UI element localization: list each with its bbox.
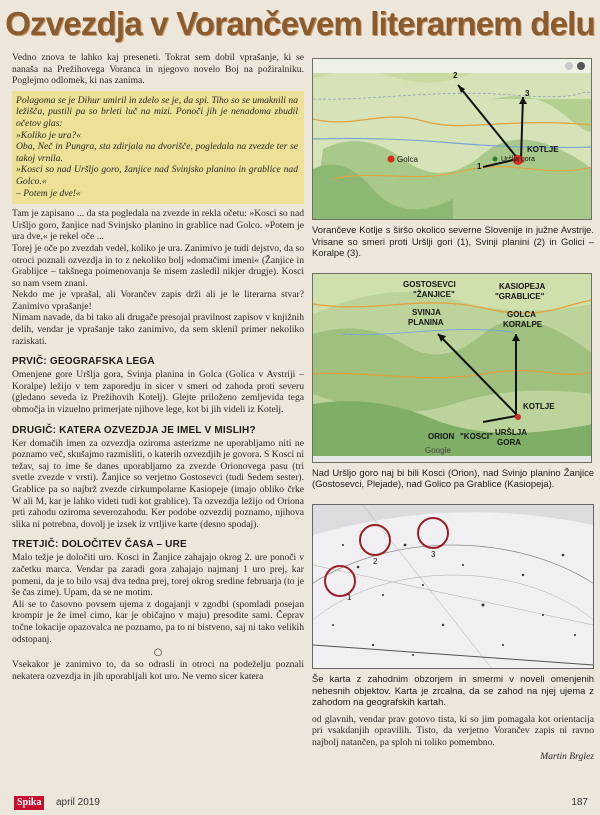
magazine-brand: Spika xyxy=(14,796,44,810)
quote-line: Polagoma se je Dihur umiril in zdelo se je, da spi. Tiho so se umaknili na ležišča, pustili pa so brleti luč na mizi. Ponoči jih je nenadoma zbudil očetov glas: xyxy=(16,94,298,129)
map2-label-golca: GOLCA xyxy=(507,309,536,319)
star-label-1: 1 xyxy=(347,592,352,602)
map-label-ursja-gora: Uršlja gora xyxy=(501,156,535,163)
section-heading-geography: PRVIČ: GEOGRAFSKA LEGA xyxy=(12,356,155,368)
page-title: Ozvezdja v Vorančevem literarnem delu xyxy=(5,5,595,42)
author-signature: Martin Brglez xyxy=(540,750,594,762)
map-mountains-constellations xyxy=(312,273,592,463)
star-chart xyxy=(312,504,594,669)
quote-line: »Kosci so nad Uršljo goro, žanjice nad Svinjsko planino in grablice nad Golco.« xyxy=(16,164,298,187)
page-footer xyxy=(0,793,600,815)
map2-label-kotlje: KOTLJE xyxy=(523,401,555,411)
section-text: Malo težje je določiti uro. Kosci in Žanjice zahajajo okrog 2. ure ponoči v začetku marca. Vendar pa zaradi gora zahajajo najmanj 1 uro prej, kar pomeni, da je to bilo vsaj dva tedna prej, torej okrog sredine februarja (to je še čas zime). Upam, da se ne motim. xyxy=(12,552,304,599)
intro-paragraph: Vedno znova te lahko kaj preseneti. Tokrat sem dobil vprašanje, ki se nanaša na Prežihovega Voranca in njegovo novelo Boj na požiralniku. Poglejmo odlomek, ki nas zanima. xyxy=(12,52,304,87)
section-heading-time: TRETJIČ: DOLOČITEV ČASA – URE xyxy=(12,539,187,551)
map-label-kotlje: KOTLJE xyxy=(527,145,559,154)
body-paragraph: Nekdo me je vprašal, ali Vorančev zapis drži ali je le literarna stvar? Zanimivo vprašanje! xyxy=(12,289,304,312)
star-label-3: 3 xyxy=(431,549,436,559)
quote-line: Oba, Neč in Pungra, sta zdirjala na dvorišče, pogledala na zvezde ter se takoj vrnila. xyxy=(16,141,298,164)
map2-label-zanjice: "ŽANJICE" xyxy=(413,289,455,299)
section-text: Omenjene gore Uršlja gora, Svinja planina in Golca (Golica v Avstriji – Koralpe) ležijo v tem zaporedju in sicer v smeri od zahoda proti severu (gledano seveda iz Prežihovih Kotelj). Glejte priloženo zemljevida tega območja in vizuelno primerjate njihove lege, kot bi jih videli iz Kotelj. xyxy=(12,369,304,416)
map-label-1: 1 xyxy=(477,162,482,171)
quote-line: »Koliko je ura?« xyxy=(16,129,82,141)
map2-label-gostosevci: GOSTOSEVCI xyxy=(403,279,456,289)
body-paragraph: Nimam navade, da bi tako ali drugače presojal pravilnost zapisov v knjižnih delih, vendar je vprašanje tako zanimivo, da sem sklenil primer nekoliko raziskati. xyxy=(12,312,304,347)
body-paragraph: Torej je oče po zvezdah vedel, koliko je ura. Zanimivo je tudi dejstvo, da so otroci poznali ozvezdja in to z nekoliko bolj »domačimi imeni« (Žanjice in Grablijce – takšnega poimenovanja še nisem zasledil nikjer drugje). Kosci so nam vsem znani. xyxy=(12,242,304,289)
map2-label-grablice: "GRABLICE" xyxy=(495,291,545,301)
quote-line: – Potem je dve!« xyxy=(16,187,81,199)
closing-paragraph-right: od glavnih, vendar prav gotovo tista, ki so jim pomagala kot orientacija pri vsakdanjih opravilih. Tisto, da verjetno Vorančev zapis ni ravno najbolj natančen, pa sploh ni toliko pomembno. xyxy=(312,713,594,748)
map2-label-orion: ORION xyxy=(428,431,455,441)
map2-label-koralpe: KORALPE xyxy=(503,319,543,329)
section-heading-constellations: DRUGIČ: KATERA OZVEZDJA JE IMEL V MISLIH? xyxy=(12,424,256,436)
map-label-3: 3 xyxy=(525,89,530,98)
map2-label-kasiopeja: KASIOPEJA xyxy=(499,281,546,291)
map2-label-planina: PLANINA xyxy=(408,317,444,327)
caption-star-chart: Še karta z zahodnim obzorjem in smermi v noveli omenjenih nebesnih objektov. Karta je zrcalna, da se zahod na njej ujema z zahodom na geografskih kartah. xyxy=(312,672,594,708)
map-slovenia-austria xyxy=(312,58,592,220)
closing-paragraph: Vsekakor je zanimivo to, da so odrasli in otroci na podeželju poznali nekatera ozvezdja in jih uporabljali kot uro. Ne vemo sicer katera xyxy=(12,659,304,682)
caption-map1: Vorančeve Kotlje s širšo okolico severne Slovenije in južne Avstrije. Vrisane so smeri proti Uršlji gori (1), Svinji planini (2) in Golici – Koralpe (3). xyxy=(312,224,594,259)
right-column xyxy=(312,58,594,762)
section-text: Ali se to časovno povsem ujema z dogajanji v zgodbi (spomladi posejan krompir je že imel cimo, kar je običajno v maju) presodite sami. Čeprav točne lokacije opazovalca ne poznamo, pa to ni bistveno, saj ni tako velikih odstopanj. xyxy=(12,598,304,645)
map2-label-svinja: SVINJA xyxy=(412,307,441,317)
page-number: 187 xyxy=(571,797,588,808)
left-column xyxy=(12,52,304,682)
section-text: Ker domačih imen za ozvezdja oziroma asterizme ne uporabljamo niti ne poznamo več, skušajmo razmisliti, o katerih ozvezdjih je govora. S Kosci ni težav, saj to ime še danes uporabljamo za zvezde Orionovega pasu (tri svetle zvezde v vrsti). Žanjice so verjetno Gostosevci (tudi Sedem sester). Grablice pa so najbrž zvezde cirkumpolarne Kasiopeje (imajo obliko črke W ali M, kar je lahko videti tudi kot grablice). Ta ozvezdja ležijo od Oriona prti zahodu oziroma severozahodu. Ker podobe ozvezdij poznamo, njihova slika ni potrebna, dovolj je izsek iz vrtljive karte (desno spodaj). xyxy=(12,437,305,530)
quote-box xyxy=(12,91,304,204)
star-chart-illustration xyxy=(313,505,593,669)
map2-google-logo: Google xyxy=(425,445,451,455)
body-paragraph: Tam je zapisano ... da sta pogledala na zvezde in rekla očetu: »Kosci so nad Uršljo goro, žanjice nad Svinjsko planino in grablice nad Golco. »Potem je ura dve,« je rekel oče ... xyxy=(12,208,304,243)
map2-label-ursja: URŠLJA xyxy=(495,427,528,437)
ornament-circle-icon: ○ xyxy=(153,647,163,659)
map-label-2: 2 xyxy=(453,71,458,80)
map2-label-gora: GORA xyxy=(497,437,521,447)
issue-date: april 2019 xyxy=(56,797,100,808)
map-terrain-illustration xyxy=(313,59,592,220)
map-label-golca: Golca xyxy=(397,155,418,164)
star-label-2: 2 xyxy=(373,556,378,566)
right-closing-text xyxy=(312,714,594,762)
caption-map2: Nad Uršljo goro naj bi bili Kosci (Orion), nad Svinjo planino Žanjice (Gostosevci, Plejade), nad Golico pa Grablice (Kasiopeja). xyxy=(312,466,594,490)
map2-label-kosci: "KOSCI" xyxy=(460,431,493,441)
